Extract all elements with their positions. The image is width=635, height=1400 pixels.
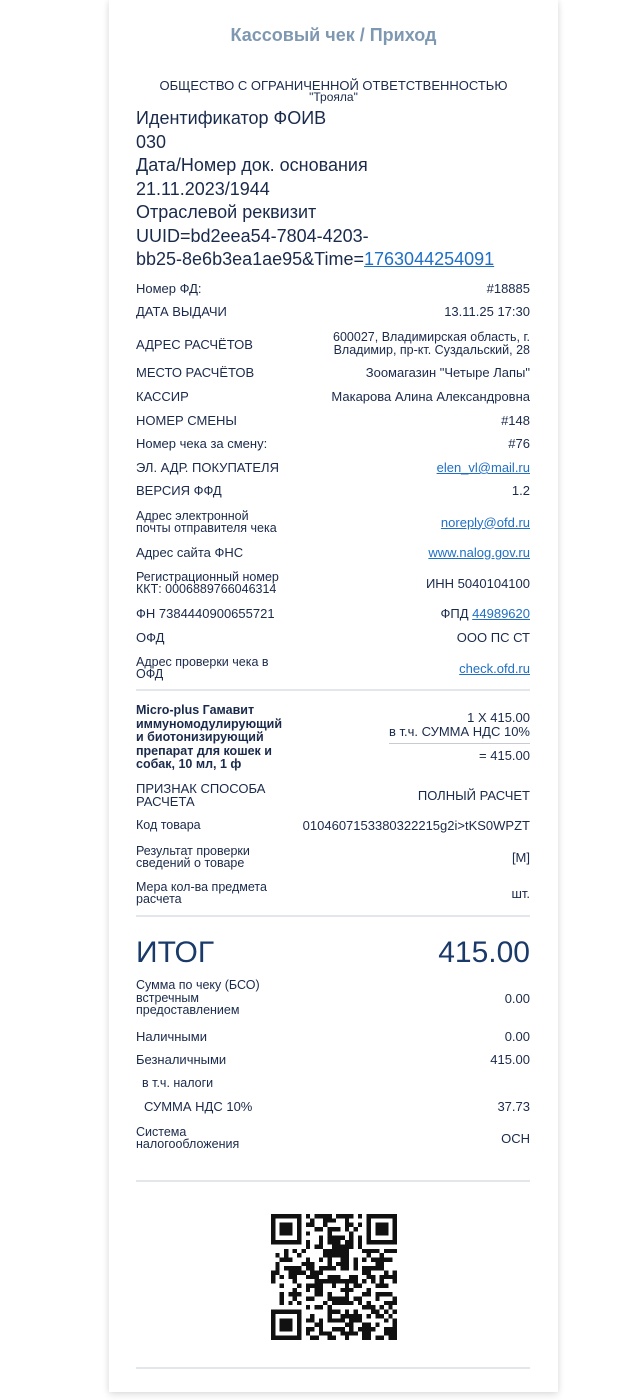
buyer-email-row: ЭЛ. АДР. ПОКУПАТЕЛЯ elen_vl@mail.ru (136, 460, 530, 475)
divider (136, 915, 530, 917)
tax-system-row: Система налогообложения ОСН (136, 1124, 530, 1151)
payment-method-row: ПРИЗНАК СПОСОБА РАСЧЕТА ПОЛНЫЙ РАСЧЕТ (136, 781, 530, 809)
item-qty-price: 1 X 415.00 (467, 710, 530, 725)
vat-row: СУММА НДС 10% 37.73 (144, 1099, 530, 1114)
product-code-row: Код товара 0104607153380322215g2i>tKS0WPZT (136, 818, 530, 833)
place-row: МЕСТО РАСЧЁТОВ Зоомагазин "Четыре Лапы" (136, 365, 530, 380)
noncash-row: Безналичными 415.00 (136, 1052, 530, 1067)
item-sum: = 415.00 (389, 743, 530, 763)
qr-code (271, 1214, 397, 1340)
header-line: Дата/Номер док. основания (136, 155, 368, 175)
header-line: 030 (136, 131, 167, 152)
kkt-row: Регистрационный номер ККТ: 0006889766046314 ИНН 5040104100 (136, 569, 530, 596)
measure-row: Мера кол-ва предмета расчета шт. (136, 879, 530, 906)
total-value: 415.00 (438, 936, 530, 969)
buyer-email-link[interactable]: elen_vl@mail.ru (436, 460, 530, 475)
sender-email-row: Адрес электронной почты отправителя чека noreply@ofd.ru (136, 508, 530, 535)
item-price-block (389, 711, 530, 763)
divider (136, 1367, 530, 1369)
divider (136, 1180, 530, 1182)
receipt-paper (109, 0, 558, 1392)
uuid-time-line: bb25-8e6b3ea1ae95&Time=1763044254091 (136, 249, 495, 269)
bso-row: Сумма по чеку (БСО) встречным предоставлением 0.00 (136, 978, 530, 1018)
organization-name: ОБЩЕСТВО С ОГРАНИЧЕННОЙ ОТВЕТСТВЕННОСТЬЮ "Трояла" (159, 78, 508, 104)
header-line: Отраслевой реквизит (136, 202, 317, 222)
time-link[interactable]: 1763044254091 (364, 249, 495, 269)
address-row: АДРЕС РАСЧЁТОВ 600027, Владимирская область, г. Владимир, пр-кт. Суздальский, 28 (136, 330, 530, 357)
check-result-row: Результат проверки сведений о товаре [M] (136, 843, 530, 870)
fns-site-link[interactable]: www.nalog.gov.ru (428, 545, 530, 560)
fpd-link[interactable]: 44989620 (472, 606, 530, 621)
check-address-row: Адрес проверки чека в ОФД check.ofd.ru (136, 654, 530, 681)
date-row: ДАТА ВЫДАЧИ 13.11.25 17:30 (136, 304, 530, 319)
header-block (136, 107, 531, 272)
ffd-version-row: ВЕРСИЯ ФФД 1.2 (136, 483, 530, 498)
cashier-row: КАССИР Макарова Алина Александровна (136, 389, 530, 404)
fd-row: Номер ФД: #18885 (136, 281, 530, 296)
receipt-number-row: Номер чека за смену: #76 (136, 436, 530, 451)
ofd-row: ОФД ООО ПС СТ (136, 630, 530, 645)
divider (136, 689, 530, 691)
item-vat-note: в т.ч. СУММА НДС 10% (388, 724, 530, 739)
fn-row: ФН 7384440900655721 ФПД 44989620 (136, 606, 530, 621)
item-name: Micro-plus Гамавит иммуномодулирующий и биотонизирующий препарат для кошек и собак, 10 мл, 1 ф (136, 703, 283, 771)
shift-row: НОМЕР СМЕНЫ #148 (136, 413, 530, 428)
receipt-title: Кассовый чек / Приход (230, 25, 437, 45)
total-label: ИТОГ (136, 936, 215, 969)
check-ofd-link[interactable]: check.ofd.ru (459, 660, 530, 676)
header-line: Идентификатор ФОИВ (136, 108, 327, 128)
taxes-row: в т.ч. налоги (142, 1076, 214, 1090)
header-line: 21.11.2023/1944 (136, 178, 270, 199)
header-line: UUID=bd2eea54-7804-4203- (136, 225, 369, 246)
cash-row: Наличными 0.00 (136, 1029, 530, 1044)
sender-email-link[interactable]: noreply@ofd.ru (440, 514, 530, 530)
fns-site-row: Адрес сайта ФНС www.nalog.gov.ru (136, 545, 530, 560)
